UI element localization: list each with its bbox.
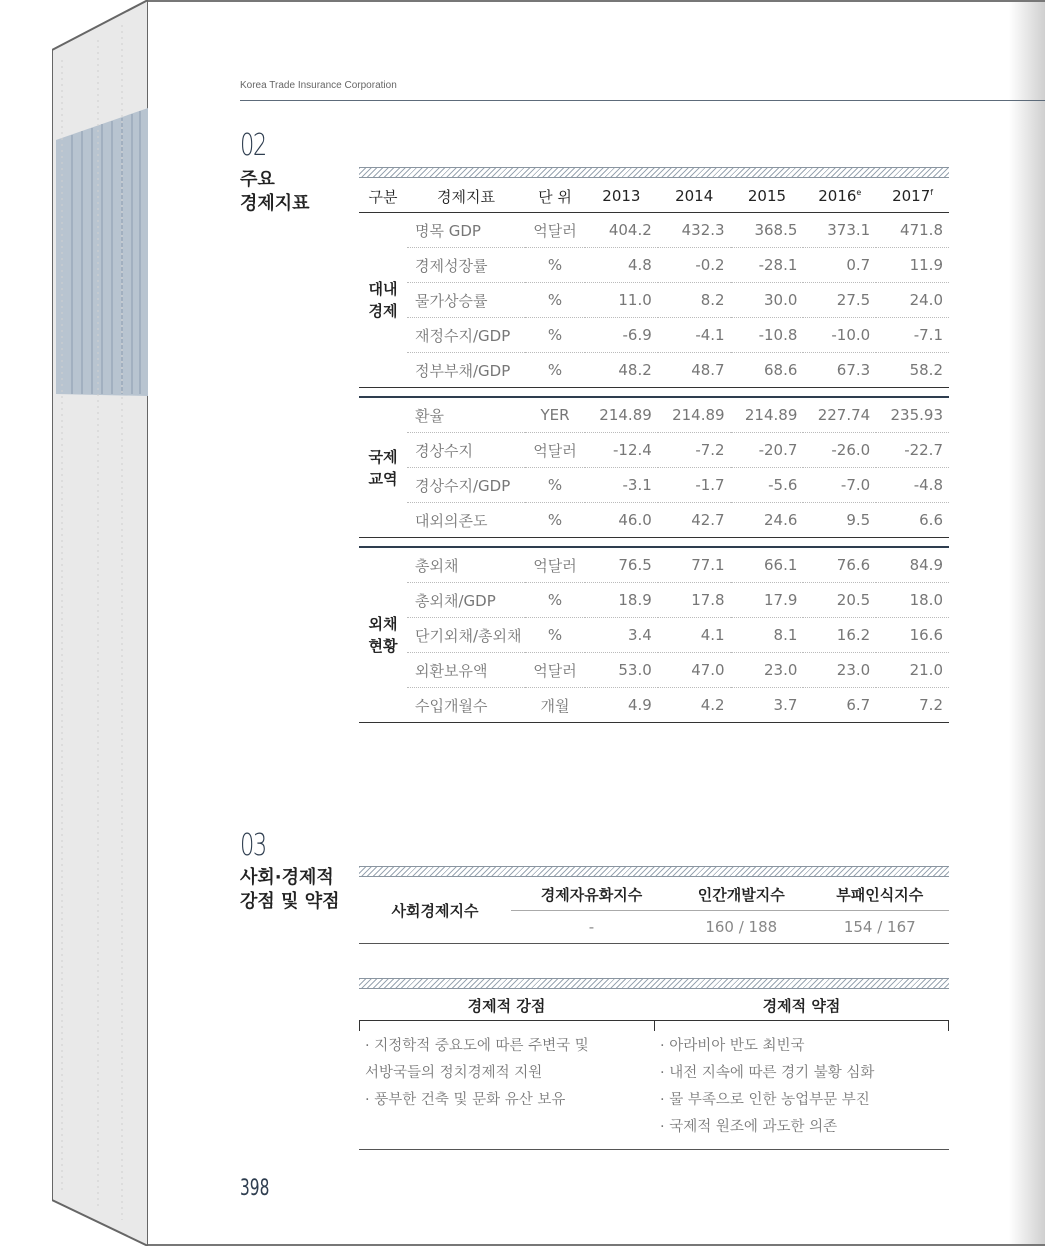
value-cell: 16.2 [803, 618, 876, 653]
list-item: · 국제적 원조에 과도한 의존 [660, 1119, 838, 1135]
indicator-label: 수입개월수 [407, 688, 525, 723]
value-cell: 373.1 [803, 213, 876, 248]
value-cell: -0.2 [658, 248, 731, 283]
table-header-hatch [359, 866, 949, 877]
value-cell: 76.5 [585, 547, 658, 583]
value-cell: 368.5 [731, 213, 804, 248]
unit-cell: % [525, 468, 585, 503]
value-cell: -26.0 [803, 433, 876, 468]
table-header-hatch [359, 978, 949, 989]
value-cell: 227.74 [803, 397, 876, 433]
value-cell: 21.0 [876, 653, 949, 688]
value-cell: -1.7 [658, 468, 731, 503]
value-cell: 8.1 [731, 618, 804, 653]
unit-cell: % [525, 618, 585, 653]
document-page [148, 0, 1045, 1246]
unit-cell: % [525, 248, 585, 283]
value-cell: 11.0 [585, 283, 658, 318]
indicator-label: 총외채 [407, 547, 525, 583]
list-item: · 내전 지속에 따른 경기 불황 심화 [660, 1065, 875, 1081]
table-row [359, 653, 949, 688]
value-cell: 214.89 [585, 397, 658, 433]
table-row [359, 283, 949, 318]
list-item: · 지정학적 중요도에 따른 주변국 및 [365, 1038, 589, 1054]
group-label: 외채 현황 [359, 547, 407, 723]
value-cell: 84.9 [876, 547, 949, 583]
value-cell: -12.4 [585, 433, 658, 468]
strength-title: 경제적 강점 [467, 996, 546, 1015]
value-cell: -10.8 [731, 318, 804, 353]
value-cell: 66.1 [731, 547, 804, 583]
value-cell: 9.5 [803, 503, 876, 538]
value-cell: 77.1 [658, 547, 731, 583]
unit-cell: 개월 [525, 688, 585, 723]
sw-header [359, 990, 949, 1021]
value-cell: 432.3 [658, 213, 731, 248]
indicator-label: 명목 GDP [407, 213, 525, 248]
value-cell: 214.89 [731, 397, 804, 433]
value-cell: 18.0 [876, 583, 949, 618]
indicator-label: 경제성장률 [407, 248, 525, 283]
indicator-label: 경상수지/GDP [407, 468, 525, 503]
indicator-label: 정부부채/GDP [407, 353, 525, 388]
value-cell: 6.6 [876, 503, 949, 538]
list-item: 서방국들의 정치경제적 지원 [365, 1065, 543, 1081]
list-item: · 아라비아 반도 최빈국 [660, 1038, 805, 1054]
indicator-label: 대외의존도 [407, 503, 525, 538]
value-cell: 23.0 [803, 653, 876, 688]
section-number: 03 [240, 828, 266, 863]
value-cell: 67.3 [803, 353, 876, 388]
value-cell: -4.8 [876, 468, 949, 503]
value-cell: 20.5 [803, 583, 876, 618]
value-cell: 17.9 [731, 583, 804, 618]
value-cell: 46.0 [585, 503, 658, 538]
value-cell: 27.5 [803, 283, 876, 318]
table-row [359, 213, 949, 248]
header-rule [240, 100, 1045, 101]
section-title: 사회·경제적 강점 및 약점 [240, 867, 340, 912]
value-cell: -3.1 [585, 468, 658, 503]
list-item: · 풍부한 건축 및 문화 유산 보유 [365, 1092, 566, 1108]
table-row [359, 468, 949, 503]
unit-cell: % [525, 353, 585, 388]
unit-cell: % [525, 583, 585, 618]
group-label: 대내 경제 [359, 213, 407, 388]
table-row [359, 503, 949, 538]
unit-cell: 억달러 [525, 433, 585, 468]
indicator-label: 환율 [407, 397, 525, 433]
weakness-list [654, 1021, 949, 1141]
table-row [359, 248, 949, 283]
strength-list [359, 1021, 654, 1141]
row-header: 사회경제지수 [359, 878, 511, 944]
value-cell: 58.2 [876, 353, 949, 388]
value-cell: 214.89 [658, 397, 731, 433]
value-cell: -20.7 [731, 433, 804, 468]
unit-cell: % [525, 283, 585, 318]
table-row [359, 397, 949, 433]
indicator-label: 총외채/GDP [407, 583, 525, 618]
value-cell: 18.9 [585, 583, 658, 618]
value-cell: 4.1 [658, 618, 731, 653]
value-cell: 17.8 [658, 583, 731, 618]
table-row [359, 433, 949, 468]
social-index-table: 사회경제지수 경제자유화지수 인간개발지수 부패인식지수 - 160 / 188 154 / 167 [359, 878, 949, 944]
strengths-weaknesses [359, 990, 949, 1150]
group-label: 국제 교역 [359, 397, 407, 538]
indicator-label: 단기외채/총외채 [407, 618, 525, 653]
value-cell: -4.1 [658, 318, 731, 353]
book-page-edge [52, 0, 148, 1246]
value-cell: -28.1 [731, 248, 804, 283]
running-header: Korea Trade Insurance Corporation [240, 80, 397, 91]
value-cell: 4.2 [658, 688, 731, 723]
unit-cell: 억달러 [525, 653, 585, 688]
value-cell: -6.9 [585, 318, 658, 353]
unit-cell: 억달러 [525, 547, 585, 583]
economic-indicators-table [359, 180, 949, 723]
table-row [359, 583, 949, 618]
value-cell: -7.0 [803, 468, 876, 503]
table-row [359, 688, 949, 723]
value-cell: -7.1 [876, 318, 949, 353]
table-row [359, 318, 949, 353]
value-cell: 30.0 [731, 283, 804, 318]
value-cell: 4.9 [585, 688, 658, 723]
page-fold-shadow [1009, 2, 1045, 1244]
value-cell: -7.2 [658, 433, 731, 468]
value-cell: -22.7 [876, 433, 949, 468]
section-title: 주요 경제지표 [240, 169, 310, 214]
table-header-row: 구분 경제지표 단 위 2013 2014 2015 2016e 2017$^f$ [359, 180, 949, 213]
table-header-hatch [359, 167, 949, 178]
page-number: 398 [240, 1176, 270, 1201]
value-cell: 404.2 [585, 213, 658, 248]
indicator-label: 경상수지 [407, 433, 525, 468]
value-cell: 53.0 [585, 653, 658, 688]
table-row [359, 547, 949, 583]
value-cell: -5.6 [731, 468, 804, 503]
weakness-title: 경제적 약점 [762, 996, 841, 1015]
indicator-label: 재정수지/GDP [407, 318, 525, 353]
value-cell: 0.7 [803, 248, 876, 283]
section-number: 02 [240, 128, 266, 163]
indicator-label: 외환보유액 [407, 653, 525, 688]
value-cell: 3.7 [731, 688, 804, 723]
value-cell: 235.93 [876, 397, 949, 433]
value-cell: 8.2 [658, 283, 731, 318]
table-row [359, 618, 949, 653]
value-cell: 7.2 [876, 688, 949, 723]
value-cell: 42.7 [658, 503, 731, 538]
indicator-label: 물가상승률 [407, 283, 525, 318]
value-cell: 47.0 [658, 653, 731, 688]
value-cell: 48.2 [585, 353, 658, 388]
unit-cell: YER [525, 397, 585, 433]
unit-cell: % [525, 318, 585, 353]
value-cell: 68.6 [731, 353, 804, 388]
value-cell: 16.6 [876, 618, 949, 653]
unit-cell: 억달러 [525, 213, 585, 248]
value-cell: 11.9 [876, 248, 949, 283]
value-cell: 6.7 [803, 688, 876, 723]
value-cell: 471.8 [876, 213, 949, 248]
value-cell: 24.6 [731, 503, 804, 538]
value-cell: 76.6 [803, 547, 876, 583]
list-item: · 물 부족으로 인한 농업부문 부진 [660, 1092, 870, 1108]
value-cell: 4.8 [585, 248, 658, 283]
table-row [359, 353, 949, 388]
value-cell: -10.0 [803, 318, 876, 353]
value-cell: 48.7 [658, 353, 731, 388]
value-cell: 24.0 [876, 283, 949, 318]
unit-cell: % [525, 503, 585, 538]
value-cell: 3.4 [585, 618, 658, 653]
value-cell: 23.0 [731, 653, 804, 688]
